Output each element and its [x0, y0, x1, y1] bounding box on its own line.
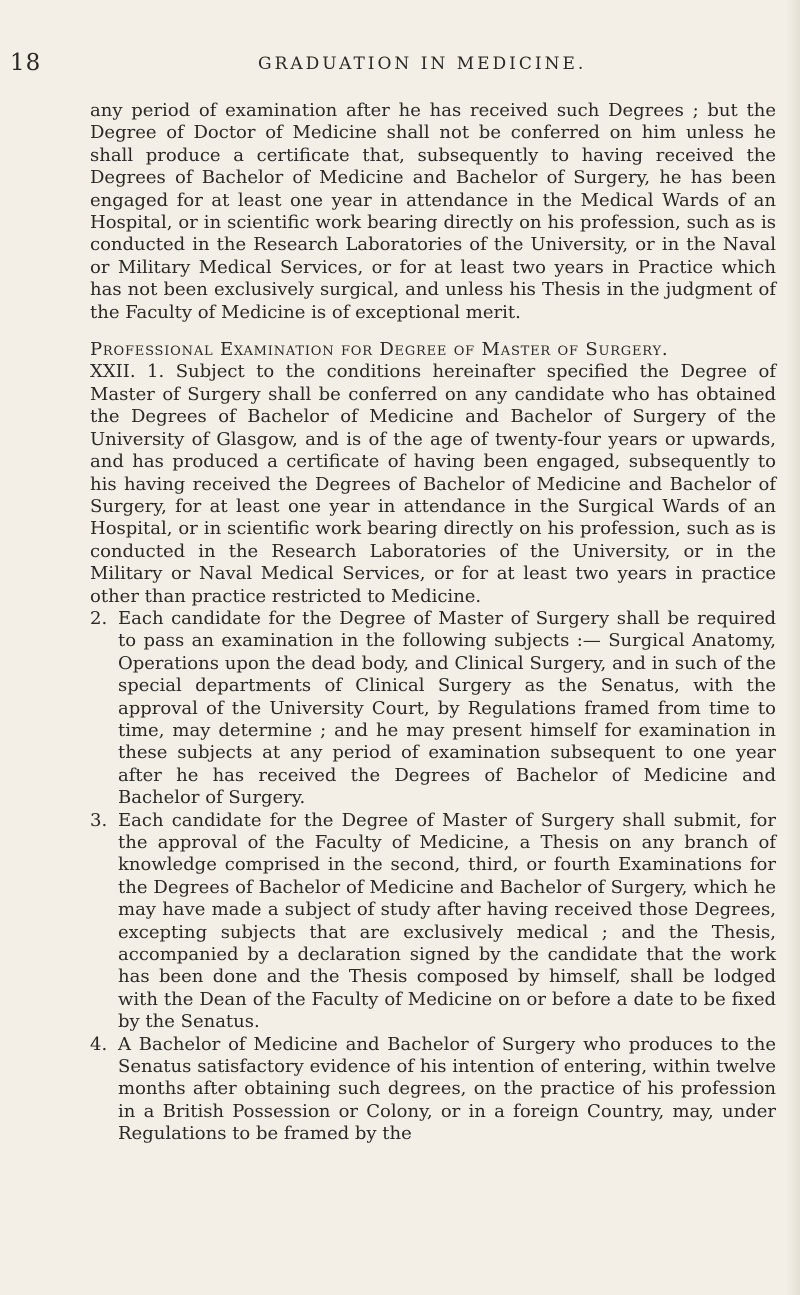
item-number: 3. — [90, 809, 108, 831]
item-number: 2. — [90, 607, 108, 629]
intro-paragraph: any period of examination after he has received such Degrees ; but the Degree of Doctor of Medicine shall not be conferred on him unless he shall produce a certificate that, subsequently to having received the Degrees of Bachelor of Medicine and Bachelor of Surgery, he has been engaged for at least one year in attendance in the Medical Wards of an Hospital, or in scientific work bearing directly on his profession, such as is conducted in the Research Laboratories of the University, or in the Naval or Military Medical Services, or for at least two years in Practice which has not been exclusively surgical, and unless his Thesis in the judgment of the Faculty of Medicine is of exceptional merit. — [90, 100, 776, 323]
clause-list — [90, 361, 776, 1145]
list-item — [90, 361, 776, 607]
section-heading: Professional Examination for Degree of Master of Surgery. — [90, 339, 669, 361]
page-header — [0, 50, 800, 80]
item-text: A Bachelor of Medicine and Bachelor of Surgery who produces to the Senatus satisfactory evidence of his intention of entering, within twelve months after obtaining such degrees, on the practice of his profession in a British Possession or Colony, or in a foreign Country, may, under Regulations to be framed by the — [118, 1033, 776, 1145]
list-item — [90, 608, 776, 810]
item-text: Each candidate for the Degree of Master of Surgery shall be required to pass an examination in the following subjects :— Surgical Anatomy, Operations upon the dead body, and Clinical Surgery, and in such of the special departments of Clinical Surgery as the Senatus, with the approval of the University Court, by Regulations framed from time to time, may determine ; and he may present himself for examination in these subjects at any period of examination subsequent to one year after he has received the Degrees of Bachelor of Medicine and Bachelor of Surgery. — [118, 607, 776, 809]
running-head: GRADUATION IN MEDICINE. — [258, 54, 587, 74]
item-number: 1. — [147, 361, 165, 383]
list-item — [90, 810, 776, 1034]
body-text — [90, 100, 776, 1146]
page-number: 18 — [10, 50, 42, 76]
list-item — [90, 1034, 776, 1146]
clause-label: XXII. — [90, 361, 136, 383]
item-text: Each candidate for the Degree of Master of Surgery shall submit, for the approval of the Faculty of Medicine, a Thesis on any branch of knowledge comprised in the second, third, or fourth Examinations for the Degrees of Bachelor of Medicine and Bachelor of Surgery, which he may have made a subject of study after having received those Degrees, excepting subjects that are exclusively medical ; and the Thesis, accompanied by a declaration signed by the candidate that the work has been done and the Thesis composed by himself, shall be lodged with the Dean of the Faculty of Medicine on or before a date to be fixed by the Senatus. — [118, 809, 776, 1033]
page-edge-shadow — [786, 0, 800, 1295]
item-text: Subject to the conditions hereinafter specified the Degree of Master of Surgery shall be conferred on any candidate who has obtained the Degrees of Bachelor of Medicine and Bachelor of Surgery of the University of Glasgow, and is of the age of twenty-four years or upwards, and has produced a certificate of having been engaged, subsequently to his having received the Degrees of Bachelor of Medicine and Bachelor of Surgery, for at least one year in attendance in the Surgical Wards of an Hospital, or in scientific work bearing directly on his profession, such as is conducted in the Research Laboratories of the University, or in the Military or Naval Medical Services, or for at least two years in practice other than practice restricted to Medicine. — [90, 361, 776, 607]
item-number: 4. — [90, 1033, 108, 1055]
